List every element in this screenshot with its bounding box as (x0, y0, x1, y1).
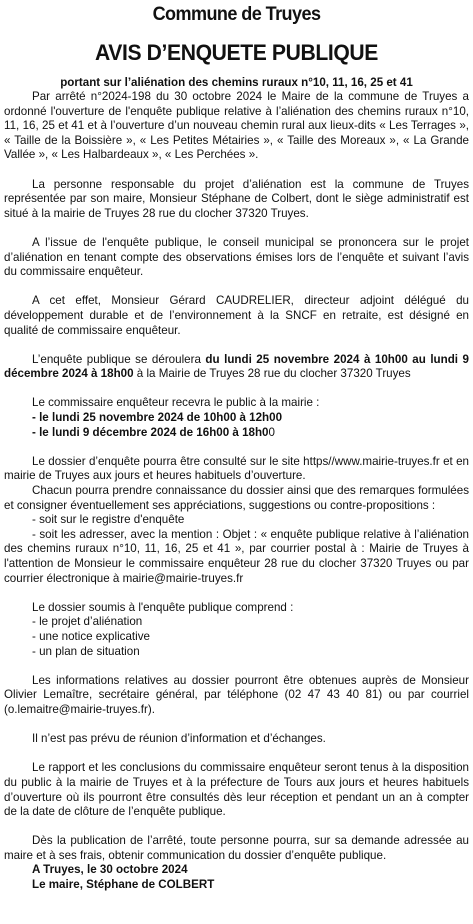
paragraph-conseil: A l’issue de l'enquête publique, le conseil municipal se prononcera sur le projet d’aliénation en tenant compte des observations émises lors de l’enquête et suivant l’avis du commissaire enquêteur. (4, 235, 469, 279)
paragraph-dossier-intro: Le dossier soumis à l'enquête publique comprend : (32, 600, 294, 614)
commune-title: Commune de Truyes (152, 4, 321, 25)
paragraph-arrete: Par arrêté n°2024-198 du 30 octobre 2024 le Maire de la commune de Truyes a ordonné l'ouverture de l'enquête publique relative à l’aliénation des chemins ruraux n°10, 11, 16, 25 et 41 et à l’ouverture d’un nouveau chemin rural aux lieux-dits « Les Terrages », « Taille de la Boissière », « Les Petites Métairies », « Taille des Moreaux », « La Grande Vallée », « Les Halbardeaux », « Les Perchées ». (4, 90, 469, 162)
dossier-item: - le projet d’aliénation (32, 615, 143, 629)
permanences-list (4, 411, 469, 440)
notice-subject: portant sur l’aliénation des chemins ruraux n°10, 11, 16, 25 et 41 (60, 76, 413, 89)
paragraph-publication: Dès la publication de l’arrêté, toute personne pourra, sur sa demande adressée au maire et à ses frais, obtenir communication du dossier d’enquête publique. (4, 834, 469, 862)
dossier-list (4, 615, 469, 659)
paragraph-informations: Les informations relatives au dossier pourront être obtenues auprès de Monsieur Olivier Lemaître, secrétaire général, par téléphone (02 47 43 40 81) ou par courriel (o.lemaitre@mairie-truyes.fr). (4, 673, 469, 716)
paragraph-reunion: Il n’est pas prévu de réunion d’information et d’échanges. (32, 732, 326, 746)
dates-text-a: L’enquête publique se déroulera (32, 352, 206, 366)
dossier-item: - un plan de situation (32, 644, 140, 658)
paragraph-consultation: Le dossier d’enquête pourra être consulté sur le site https//www.mairie-truyes.fr et en mairie de Truyes aux jours et heures habituels d’ouverture. (4, 454, 469, 483)
notice-body (4, 90, 469, 893)
paragraph-rapport: Le rapport et les conclusions du commissaire enquêteur seront tenus à la disposition du public à la mairie de Truyes et à la préfecture de Tours aux jours et heures habituels d’ouverture où ils pourront être consultés dès leur réception et pendant un an à compter de la date de clôture de l’enquête publique. (4, 761, 469, 819)
notice-title: AVIS D’ENQUETE PUBLIQUE (95, 40, 378, 65)
dates-text-c: à la Mairie de Truyes 28 rue du clocher 37320 Truyes (133, 367, 411, 381)
paragraph-commissaire: A cet effet, Monsieur Gérard CAUDRELIER, directeur adjoint délégué du développement durable et de l’environnement à la SNCF en retraite, est désigné en qualité de commissaire enquêteur. (4, 294, 469, 337)
paragraph-responsable: La personne responsable du projet d’aliénation est la commune de Truyes représentée par son maire, Monsieur Stéphane de Colbert, dont le siège administratif est situé à la mairie de Truyes 28 rue du clocher 37320 Truyes. (4, 177, 469, 220)
observation-item: - soit sur le registre d'enquête (32, 513, 185, 527)
paragraph-observations: Chacun pourra prendre connaissance du dossier ainsi que des remarques formulées et consigner éventuellement ses appréciations, suggestions ou contre-propositions : (4, 484, 469, 512)
dates-text-bold: du lundi 25 novembre 2024 à 10h00 au lundi 9 décembre 2024 à 18h00 (4, 352, 469, 381)
permanence-item: - le lundi 25 novembre 2024 de 10h00 à 12h00 (32, 411, 283, 425)
signature-place-date: A Truyes, le 30 octobre 2024 (32, 863, 188, 877)
dossier-item: - une notice explicative (32, 629, 150, 643)
permanence-item: - le lundi 9 décembre 2024 de 16h00 à 18h00 (32, 425, 275, 439)
observation-item: - soit les adresser, avec la mention : Objet : « enquête publique relative à l’aliénation des chemins ruraux n°10, 11, 16, 25 et 41 », par courrier postal à : Mairie de Truyes à l'attention de Monsieur le commissaire enquêteur 28 rue du clocher 37320 Truyes ou par courrier électronique à mairie@mairie-truyes.fr (4, 527, 469, 585)
paragraph-permanences-intro: Le commissaire enquêteur recevra le public à la mairie : (32, 396, 320, 410)
signature-signer: Le maire, Stéphane de COLBERT (32, 878, 215, 892)
paragraph-dates (4, 353, 469, 382)
